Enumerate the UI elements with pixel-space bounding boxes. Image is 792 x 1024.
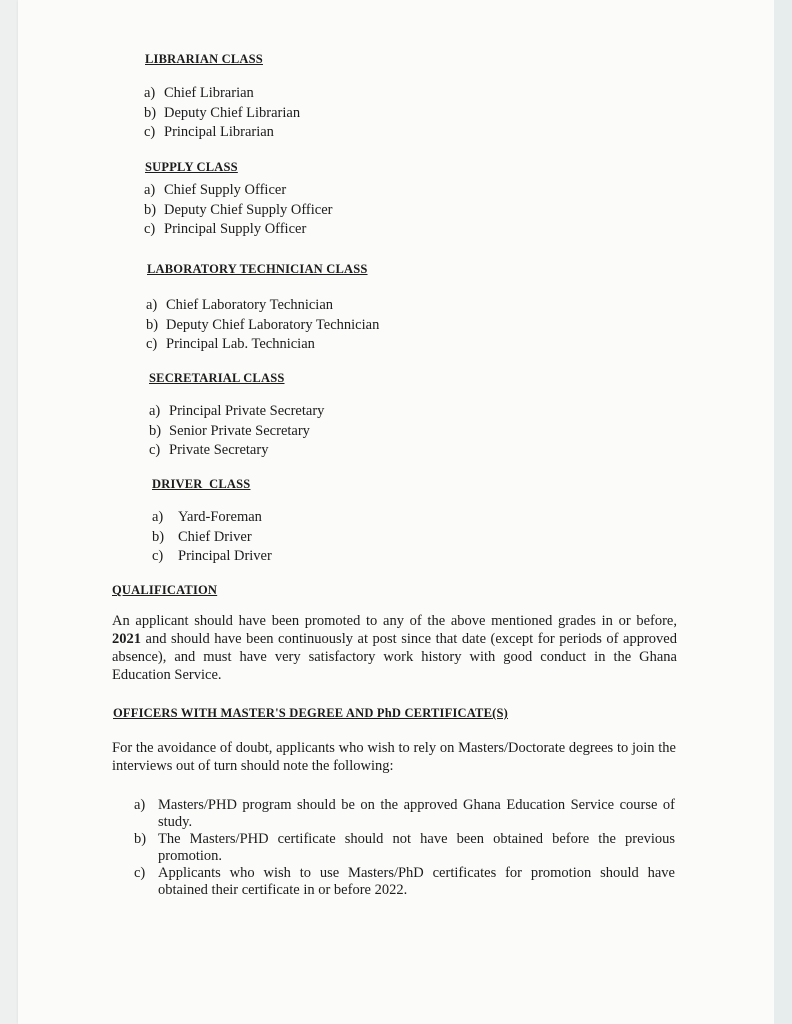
list-item: b) Chief Driver	[152, 528, 252, 545]
list-item: b) Deputy Chief Supply Officer	[144, 201, 333, 218]
section-heading-driver: DRIVER CLASS	[152, 477, 251, 491]
section-heading-supply: SUPPLY CLASS	[145, 160, 238, 174]
supply-list	[144, 181, 332, 240]
qualification-paragraph: An applicant should have been promoted to any of the above mentioned grades in or before, 2021 and should have been continuously at post since that date (except for periods of approved absence), and must have very satisfactory work history with good conduct in the Ghana Education Service.	[112, 613, 677, 683]
qualification-heading: QUALIFICATION	[112, 583, 218, 597]
section-heading-librarian: LIBRARIAN CLASS	[145, 52, 263, 66]
list-item: a) Chief Laboratory Technician	[146, 297, 334, 313]
list-item: c) Principal Driver	[152, 548, 272, 564]
list-item: b) Senior Private Secretary	[149, 422, 310, 439]
list-item: b) Deputy Chief Laboratory Technician	[146, 316, 380, 333]
masters-heading: OFFICERS WITH MASTER'S DEGREE AND PhD CERTIFICATE(S)	[113, 706, 508, 720]
list-item: a) Chief Supply Officer	[144, 182, 287, 198]
list-item: c) Principal Lab. Technician	[146, 336, 315, 352]
laboratory-list	[146, 296, 379, 355]
list-item: c) Private Secretary	[149, 442, 269, 458]
section-heading-laboratory: LABORATORY TECHNICIAN CLASS	[147, 262, 368, 276]
list-item: c) Principal Librarian	[144, 124, 274, 140]
driver-list	[152, 508, 272, 567]
librarian-list	[144, 84, 300, 143]
list-item: a) Masters/PHD program should be on the approved Ghana Education Service course of study.	[134, 797, 675, 830]
document-page	[18, 0, 774, 1024]
section-heading-secretarial: SECRETARIAL CLASS	[149, 371, 285, 385]
list-item: c) Applicants who wish to use Masters/PhD certificates for promotion should have obtained their certificate in or before 2022.	[134, 865, 675, 898]
masters-intro-paragraph: For the avoidance of doubt, applicants who wish to rely on Masters/Doctorate degrees to join the interviews out of turn should note the following:	[112, 740, 676, 774]
list-item: b) Deputy Chief Librarian	[144, 104, 301, 121]
list-item: a) Yard-Foreman	[152, 509, 262, 525]
list-item: b) The Masters/PHD certificate should not have been obtained before the previous promotion.	[134, 831, 675, 864]
list-item: a) Principal Private Secretary	[149, 403, 325, 419]
list-item: c) Principal Supply Officer	[144, 221, 307, 237]
secretarial-list	[149, 402, 324, 461]
masters-conditions-list	[134, 797, 675, 898]
list-item: a) Chief Librarian	[144, 85, 254, 101]
scan-edge	[774, 0, 792, 1024]
